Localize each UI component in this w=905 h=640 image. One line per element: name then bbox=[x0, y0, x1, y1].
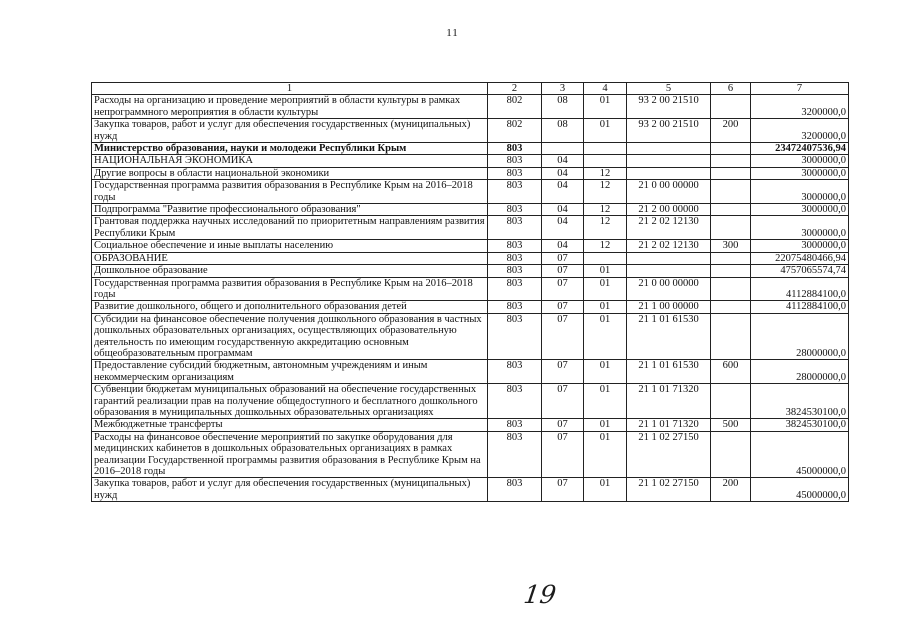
row-code-4: 01 bbox=[584, 431, 627, 478]
row-code-6 bbox=[711, 167, 751, 179]
row-name: Расходы на организацию и проведение мероприятий в области культуры в рамках непрограммного мероприятия в области культуры bbox=[92, 95, 488, 119]
table-header-row bbox=[92, 83, 849, 95]
row-code-5 bbox=[627, 155, 711, 167]
table-row bbox=[92, 360, 849, 384]
table-row bbox=[92, 431, 849, 478]
row-code-4: 01 bbox=[584, 95, 627, 119]
row-code-6 bbox=[711, 155, 751, 167]
page-number: 11 bbox=[446, 27, 459, 39]
row-code-4: 12 bbox=[584, 240, 627, 252]
column-header: 7 bbox=[751, 83, 849, 95]
row-name: Дошкольное образование bbox=[92, 265, 488, 277]
row-sum: 3824530100,0 bbox=[751, 419, 849, 431]
row-code-4: 01 bbox=[584, 384, 627, 419]
row-code-6 bbox=[711, 313, 751, 360]
row-code-3: 04 bbox=[542, 240, 584, 252]
table-row bbox=[92, 478, 849, 502]
row-code-6 bbox=[711, 216, 751, 240]
row-sum: 3000000,0 bbox=[751, 204, 849, 216]
row-code-2: 803 bbox=[488, 167, 542, 179]
table-row bbox=[92, 419, 849, 431]
row-sum: 3000000,0 bbox=[751, 180, 849, 204]
row-code-5 bbox=[627, 265, 711, 277]
row-code-5: 93 2 00 21510 bbox=[627, 119, 711, 143]
row-code-2: 803 bbox=[488, 252, 542, 264]
row-code-5: 21 1 01 71320 bbox=[627, 384, 711, 419]
row-code-2: 803 bbox=[488, 155, 542, 167]
row-code-2: 803 bbox=[488, 216, 542, 240]
row-sum: 22075480466,94 bbox=[751, 252, 849, 264]
row-sum: 3200000,0 bbox=[751, 119, 849, 143]
row-code-6 bbox=[711, 143, 751, 155]
row-code-3: 08 bbox=[542, 119, 584, 143]
budget-table bbox=[91, 82, 849, 502]
row-sum: 3200000,0 bbox=[751, 95, 849, 119]
row-code-6 bbox=[711, 252, 751, 264]
table-row bbox=[92, 301, 849, 313]
row-code-4: 12 bbox=[584, 204, 627, 216]
row-code-5: 21 2 02 12130 bbox=[627, 240, 711, 252]
column-header: 1 bbox=[92, 83, 488, 95]
row-code-5: 21 2 02 12130 bbox=[627, 216, 711, 240]
row-code-4: 01 bbox=[584, 419, 627, 431]
row-code-4 bbox=[584, 155, 627, 167]
row-code-4: 01 bbox=[584, 301, 627, 313]
table-row bbox=[92, 265, 849, 277]
row-name: Субсидии на финансовое обеспечение получения дошкольного образования в частных дошкольных образовательных организациях, осуществляющих образовательную деятельность по имеющим государственную аккредитацию основным общеобразовательным программам bbox=[92, 313, 488, 360]
row-code-3: 04 bbox=[542, 155, 584, 167]
row-name: Субвенции бюджетам муниципальных образований на обеспечение государственных гарантий реализации прав на получение общедоступного и бесплатного дошкольного образования в муниципальных дошкольных образовательных организациях bbox=[92, 384, 488, 419]
table-row bbox=[92, 384, 849, 419]
row-name: Подпрограмма "Развитие профессионального образования" bbox=[92, 204, 488, 216]
row-code-6 bbox=[711, 384, 751, 419]
row-code-5: 21 1 01 71320 bbox=[627, 419, 711, 431]
row-code-3: 04 bbox=[542, 216, 584, 240]
row-code-5 bbox=[627, 252, 711, 264]
row-code-2: 802 bbox=[488, 95, 542, 119]
row-sum: 3000000,0 bbox=[751, 167, 849, 179]
row-code-2: 803 bbox=[488, 431, 542, 478]
table-row bbox=[92, 143, 849, 155]
table-row bbox=[92, 180, 849, 204]
row-code-4: 12 bbox=[584, 167, 627, 179]
row-code-4: 12 bbox=[584, 180, 627, 204]
row-code-4: 12 bbox=[584, 216, 627, 240]
table-row bbox=[92, 167, 849, 179]
row-sum: 3000000,0 bbox=[751, 240, 849, 252]
row-code-5: 21 1 01 61530 bbox=[627, 360, 711, 384]
row-sum: 3000000,0 bbox=[751, 216, 849, 240]
table-row bbox=[92, 95, 849, 119]
row-name: Межбюджетные трансферты bbox=[92, 419, 488, 431]
row-code-2: 803 bbox=[488, 360, 542, 384]
row-name: Другие вопросы в области национальной экономики bbox=[92, 167, 488, 179]
row-code-5: 21 0 00 00000 bbox=[627, 180, 711, 204]
table-row bbox=[92, 204, 849, 216]
handwritten-page-mark: 19 bbox=[521, 580, 558, 609]
row-sum: 4112884100,0 bbox=[751, 301, 849, 313]
row-name: Министерство образования, науки и молодежи Республики Крым bbox=[92, 143, 488, 155]
row-name: Грантовая поддержка научных исследований по приоритетным направлениям развития Республики Крым bbox=[92, 216, 488, 240]
row-name: Социальное обеспечение и иные выплаты населению bbox=[92, 240, 488, 252]
row-code-3: 07 bbox=[542, 431, 584, 478]
row-code-6: 600 bbox=[711, 360, 751, 384]
row-code-6 bbox=[711, 95, 751, 119]
row-code-3: 04 bbox=[542, 180, 584, 204]
table-row bbox=[92, 277, 849, 301]
row-code-5 bbox=[627, 167, 711, 179]
row-code-5: 21 2 00 00000 bbox=[627, 204, 711, 216]
row-code-6 bbox=[711, 204, 751, 216]
row-code-5: 21 1 02 27150 bbox=[627, 431, 711, 478]
row-code-2: 802 bbox=[488, 119, 542, 143]
row-sum: 45000000,0 bbox=[751, 431, 849, 478]
row-code-3: 07 bbox=[542, 313, 584, 360]
column-header: 4 bbox=[584, 83, 627, 95]
row-code-3: 07 bbox=[542, 252, 584, 264]
row-code-4: 01 bbox=[584, 478, 627, 502]
row-code-6: 300 bbox=[711, 240, 751, 252]
row-code-3: 07 bbox=[542, 478, 584, 502]
row-code-5: 21 1 01 61530 bbox=[627, 313, 711, 360]
row-name: Закупка товаров, работ и услуг для обеспечения государственных (муниципальных) нужд bbox=[92, 119, 488, 143]
row-code-6: 200 bbox=[711, 478, 751, 502]
table-row bbox=[92, 313, 849, 360]
row-code-3: 04 bbox=[542, 167, 584, 179]
row-code-4 bbox=[584, 252, 627, 264]
row-sum: 28000000,0 bbox=[751, 313, 849, 360]
row-code-4: 01 bbox=[584, 119, 627, 143]
table-row bbox=[92, 216, 849, 240]
row-code-5: 21 1 00 00000 bbox=[627, 301, 711, 313]
row-code-3: 07 bbox=[542, 419, 584, 431]
row-code-4: 01 bbox=[584, 313, 627, 360]
row-sum: 3000000,0 bbox=[751, 155, 849, 167]
row-sum: 3824530100,0 bbox=[751, 384, 849, 419]
row-sum: 45000000,0 bbox=[751, 478, 849, 502]
row-code-6 bbox=[711, 277, 751, 301]
row-code-6 bbox=[711, 265, 751, 277]
column-header: 2 bbox=[488, 83, 542, 95]
table-row bbox=[92, 252, 849, 264]
row-code-2: 803 bbox=[488, 240, 542, 252]
row-code-3 bbox=[542, 143, 584, 155]
row-code-3: 07 bbox=[542, 301, 584, 313]
row-code-2: 803 bbox=[488, 313, 542, 360]
table-row bbox=[92, 155, 849, 167]
row-code-2: 803 bbox=[488, 204, 542, 216]
row-code-2: 803 bbox=[488, 180, 542, 204]
row-code-2: 803 bbox=[488, 143, 542, 155]
table-row bbox=[92, 119, 849, 143]
row-sum: 4757065574,74 bbox=[751, 265, 849, 277]
row-code-3: 07 bbox=[542, 277, 584, 301]
column-header: 6 bbox=[711, 83, 751, 95]
row-code-3: 04 bbox=[542, 204, 584, 216]
row-sum: 23472407536,94 bbox=[751, 143, 849, 155]
row-name: Государственная программа развития образования в Республике Крым на 2016–2018 годы bbox=[92, 180, 488, 204]
row-sum: 4112884100,0 bbox=[751, 277, 849, 301]
row-code-6 bbox=[711, 180, 751, 204]
row-code-5: 21 0 00 00000 bbox=[627, 277, 711, 301]
row-code-6 bbox=[711, 431, 751, 478]
row-code-2: 803 bbox=[488, 478, 542, 502]
row-code-6: 200 bbox=[711, 119, 751, 143]
row-name: ОБРАЗОВАНИЕ bbox=[92, 252, 488, 264]
row-code-4: 01 bbox=[584, 265, 627, 277]
row-name: Государственная программа развития образования в Республике Крым на 2016–2018 годы bbox=[92, 277, 488, 301]
row-code-2: 803 bbox=[488, 384, 542, 419]
row-code-3: 07 bbox=[542, 265, 584, 277]
row-sum: 28000000,0 bbox=[751, 360, 849, 384]
row-code-5 bbox=[627, 143, 711, 155]
row-name: НАЦИОНАЛЬНАЯ ЭКОНОМИКА bbox=[92, 155, 488, 167]
row-name: Закупка товаров, работ и услуг для обеспечения государственных (муниципальных) нужд bbox=[92, 478, 488, 502]
row-code-4: 01 bbox=[584, 277, 627, 301]
row-code-5: 93 2 00 21510 bbox=[627, 95, 711, 119]
row-code-2: 803 bbox=[488, 301, 542, 313]
column-header: 3 bbox=[542, 83, 584, 95]
row-code-3: 07 bbox=[542, 360, 584, 384]
row-code-2: 803 bbox=[488, 265, 542, 277]
row-code-6: 500 bbox=[711, 419, 751, 431]
row-name: Предоставление субсидий бюджетным, автономным учреждениям и иным некоммерческим организациям bbox=[92, 360, 488, 384]
row-code-5: 21 1 02 27150 bbox=[627, 478, 711, 502]
row-code-6 bbox=[711, 301, 751, 313]
row-name: Развитие дошкольного, общего и дополнительного образования детей bbox=[92, 301, 488, 313]
row-code-4 bbox=[584, 143, 627, 155]
row-code-3: 07 bbox=[542, 384, 584, 419]
row-code-2: 803 bbox=[488, 419, 542, 431]
row-code-4: 01 bbox=[584, 360, 627, 384]
row-code-2: 803 bbox=[488, 277, 542, 301]
row-name: Расходы на финансовое обеспечение мероприятий по закупке оборудования для медицинских кабинетов в дошкольных образовательных организациях в рамках реализации Государственной программы развития образования в Республике Крым на 2016–2018 годы bbox=[92, 431, 488, 478]
table-row bbox=[92, 240, 849, 252]
row-code-3: 08 bbox=[542, 95, 584, 119]
column-header: 5 bbox=[627, 83, 711, 95]
